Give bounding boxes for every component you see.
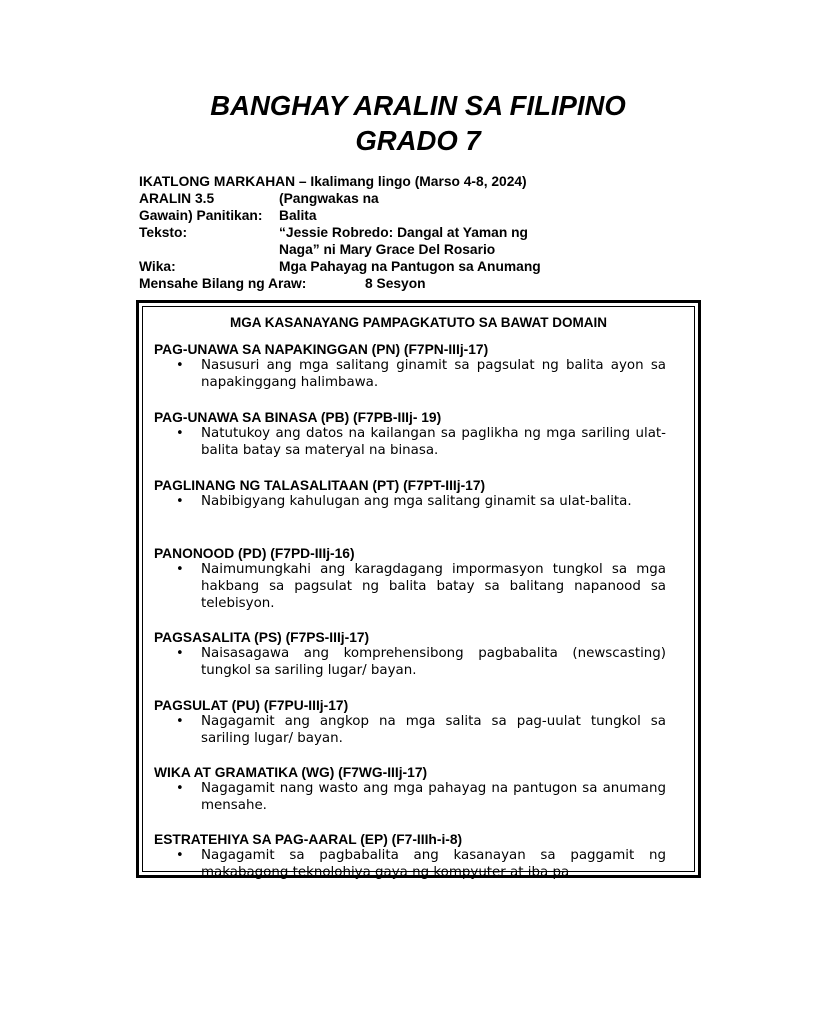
domain-title: PAG-UNAWA SA BINASA (PB) (F7PB-IIIj- 19): [154, 410, 442, 425]
list-item: [154, 848, 666, 882]
meta-row-markahan: [139, 173, 699, 190]
domain-section: [154, 341, 666, 392]
meta-row-teksto-cont: [139, 241, 699, 258]
bullet-icon: •: [176, 781, 184, 796]
list-item: [154, 781, 666, 815]
gawain-value: Balita: [279, 208, 317, 223]
wika-value: Mga Pahayag na Pantugon sa Anumang: [279, 259, 541, 274]
domain-title: PAGLINANG NG TALASALITAAN (PT) (F7PT-IIIj-17): [154, 478, 486, 493]
list-item: [154, 714, 666, 748]
list-item: [154, 646, 666, 680]
meta-row-mensahe: [139, 275, 699, 292]
meta-row-aralin: [139, 190, 699, 207]
domain-title: PAGSULAT (PU) (F7PU-IIIj-17): [154, 698, 349, 713]
gawain-label: Gawain) Panitikan:: [139, 208, 263, 223]
domain-section: [154, 409, 666, 460]
list-item-text: Naimumungkahi ang karagdagang impormasyon tungkol sa mga hakbang sa pagsulat ng balita batay sa balitang napanood sa telebisyon.: [201, 562, 666, 611]
domain-title: ESTRATEHIYA SA PAG-AARAL (EP) (F7-IIIh-i-8): [154, 832, 463, 847]
competencies-box: [136, 300, 701, 878]
bullet-icon: •: [176, 426, 184, 441]
domain-title: PAGSASALITA (PS) (F7PS-IIIj-17): [154, 630, 370, 645]
list-item: [154, 494, 666, 511]
wika-label: Wika:: [139, 259, 176, 274]
domain-section: [154, 764, 666, 815]
bullet-icon: •: [176, 358, 184, 373]
box-heading: MGA KASANAYANG PAMPAGKATUTO SA BAWAT DOMAIN: [229, 315, 607, 330]
aralin-value: (Pangwakas na: [279, 191, 379, 206]
list-item: [154, 562, 666, 612]
domain-list: [154, 562, 666, 612]
teksto-label: Teksto:: [139, 225, 188, 240]
competencies-box-inner: [142, 306, 695, 880]
domain-section: [154, 629, 666, 680]
meta-row-wika: [139, 258, 699, 275]
domain-list: [154, 646, 666, 680]
bullet-icon: •: [176, 848, 184, 863]
list-item-text: Naisasagawa ang komprehensibong pagbabalita (newscasting) tungkol sa sariling lugar/ bayan.: [201, 646, 666, 678]
list-item: [154, 426, 666, 460]
domain-section: [154, 477, 666, 511]
domain-section: [154, 831, 666, 882]
list-item-text: Nasusuri ang mga salitang ginamit sa pagsulat ng balita ayon sa napakinggang halimbawa.: [201, 358, 666, 390]
domain-section: [154, 545, 666, 612]
bullet-icon: •: [176, 562, 184, 577]
teksto-value-1: “Jessie Robredo: Dangal at Yaman ng: [279, 225, 528, 240]
lesson-meta: [139, 173, 699, 292]
bullet-icon: •: [176, 646, 184, 661]
mensahe-label: Mensahe Bilang ng Araw:: [139, 276, 307, 291]
list-item-text: Nagagamit sa pagbabalita ang kasanayan sa paggamit ng makabagong teknolohiya gaya ng kompyuter at iba pa: [201, 848, 666, 880]
domain-list: [154, 358, 666, 392]
teksto-value-2: Naga” ni Mary Grace Del Rosario: [279, 242, 496, 257]
mensahe-value: 8 Sesyon: [365, 276, 426, 291]
bullet-icon: •: [176, 494, 184, 509]
aralin-label: ARALIN 3.5: [139, 191, 215, 206]
bullet-icon: •: [176, 714, 184, 729]
list-item: [154, 358, 666, 392]
list-item-text: Natutukoy ang datos na kailangan sa paglikha ng mga sariling ulat-balita batay sa materyal na binasa.: [201, 426, 666, 458]
domain-section: [154, 697, 666, 748]
markahan-text: IKATLONG MARKAHAN – Ikalimang lingo (Marso 4-8, 2024): [139, 174, 527, 189]
domain-title: PANONOOD (PD) (F7PD-IIIj-16): [154, 546, 355, 561]
list-item-text: Nabibigyang kahulugan ang mga salitang ginamit sa ulat-balita.: [201, 494, 632, 509]
document-title: [0, 88, 836, 158]
domain-list: [154, 494, 666, 511]
title-line-1: BANGHAY ARALIN SA FILIPINO: [210, 90, 626, 121]
domain-list: [154, 781, 666, 815]
list-item-text: Nagagamit ang angkop na mga salita sa pag-uulat tungkol sa sariling lugar/ bayan.: [201, 714, 666, 746]
meta-row-gawain: [139, 207, 699, 224]
domain-title: PAG-UNAWA SA NAPAKINGGAN (PN) (F7PN-IIIj-17): [154, 342, 489, 357]
domain-list: [154, 848, 666, 882]
list-item-text: Nagagamit nang wasto ang mga pahayag na pantugon sa anumang mensahe.: [201, 781, 666, 813]
domain-list: [154, 714, 666, 748]
meta-row-teksto: [139, 224, 699, 241]
domain-list: [154, 426, 666, 460]
title-line-2: GRADO 7: [355, 125, 481, 156]
domain-title: WIKA AT GRAMATIKA (WG) (F7WG-IIIj-17): [154, 765, 428, 780]
